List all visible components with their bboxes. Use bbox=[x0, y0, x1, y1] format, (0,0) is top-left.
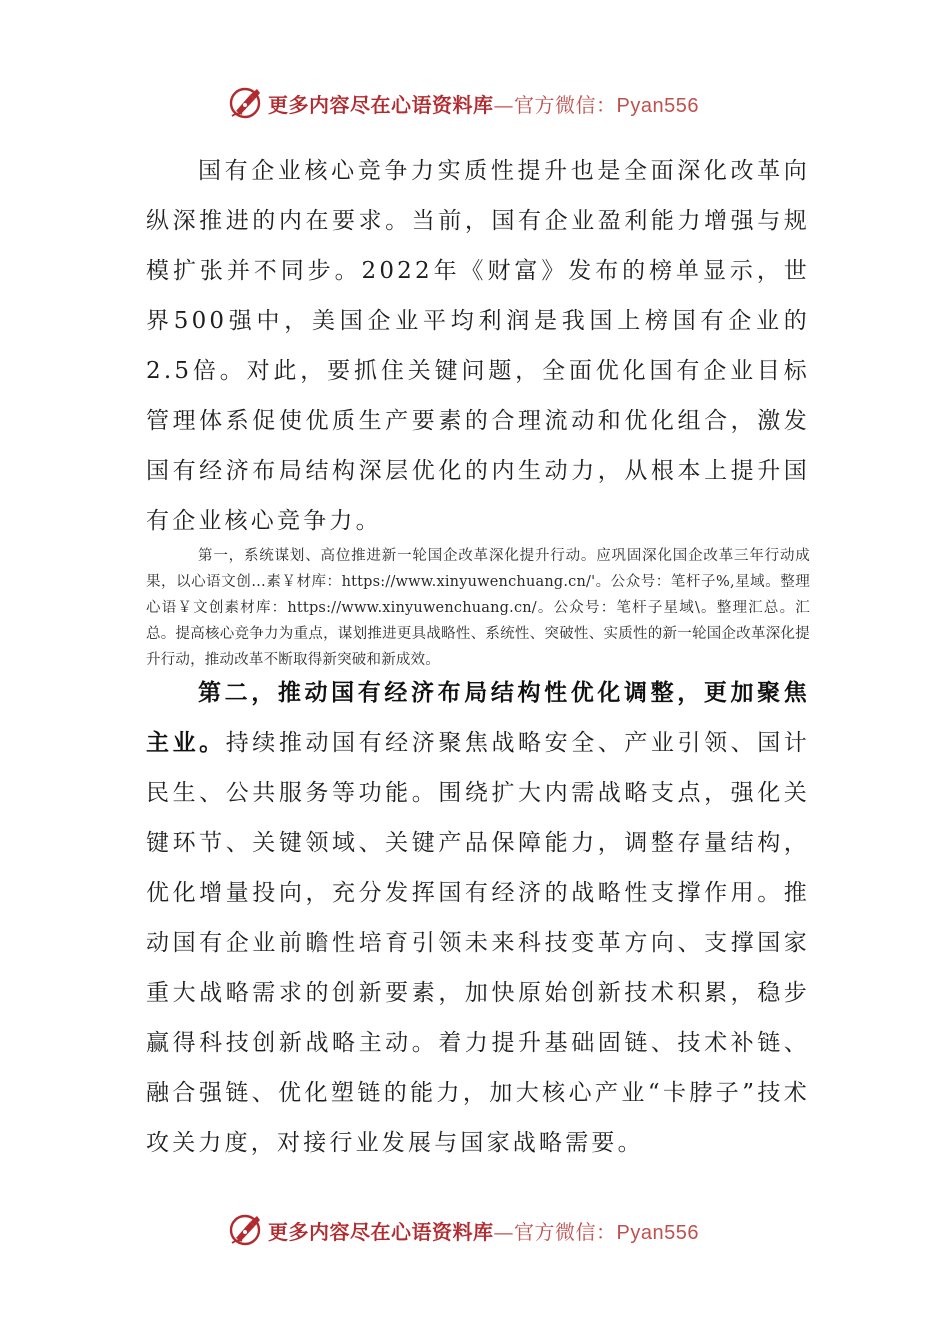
paragraph-second-point-body: 持续推动国有经济聚焦战略安全、产业引领、国计民生、公共服务等功能。围绕扩大内需战略支点，强化关键环节、关键领域、关键产品保障能力，调整存量结构，优化增量投向，充分发挥国有经济的战略性支撑作用。推动国有企业前瞻性培育引领未来科技变革方向、支撑国家重大战略需求的创新要素，加快原始创新技术积累，稳步赢得科技创新战略主动。着力提升基础固链、技术补链、融合强链、优化塑链的能力，加大核心产业“卡脖子”技术攻关力度，对接行业发展与国家战略需要。 bbox=[146, 730, 810, 1156]
footer-banner-text bbox=[268, 1216, 699, 1245]
paragraph-first-point: 第一，系统谋划、高位推进新一轮国企改革深化提升行动。应巩固深化国企改革三年行动成果，以心语文创…素￥材库：https://www.xinyuwenchuang.cn/'。公众号：笔杆子%,星域。整理心语￥文创素材库：https://www.xinyuwenchuang.cn/。公众号：笔杆子星域\。整理汇总。汇总。提高核心竞争力为重点，谋划推进更具战略性、系统性、突破性、实质性的新一轮国企改革深化提升行动，推动改革不断取得新突破和新成效。 bbox=[146, 548, 810, 668]
header-banner-text bbox=[268, 89, 699, 118]
banner-dash: — bbox=[493, 1219, 514, 1244]
banner-site-text: 更多内容尽在心语资料库 bbox=[268, 1219, 494, 1244]
banner-wechat-label: 官方微信： bbox=[514, 92, 617, 117]
footer-banner bbox=[228, 1210, 728, 1250]
banner-wechat-label: 官方微信： bbox=[514, 1219, 617, 1244]
pen-nib-circle-icon bbox=[228, 85, 264, 121]
banner-wechat-id: Pyan556 bbox=[616, 94, 699, 117]
banner-dash: — bbox=[493, 92, 514, 117]
paragraph-core-competitiveness: 国有企业核心竞争力实质性提升也是全面深化改革向纵深推进的内在要求。当前，国有企业盈利能力增强与规模扩张并不同步。2022年《财富》发布的榜单显示，世界500强中，美国企业平均利润是我国上榜国有企业的2.5倍。对此，要抓住关键问题，全面优化国有企业目标管理体系促使优质生产要素的合理流动和优化组合，激发国有经济布局结构深层优化的内生动力，从根本上提升国有企业核心竞争力。 bbox=[146, 158, 810, 534]
paragraph-second-point-lead: 第二，推动国有经济布局结构性优化调整，更加聚焦主业。 bbox=[146, 679, 810, 756]
paragraph-second-point bbox=[146, 668, 810, 1168]
header-banner bbox=[228, 83, 728, 123]
banner-wechat-id: Pyan556 bbox=[616, 1221, 699, 1244]
banner-site-text: 更多内容尽在心语资料库 bbox=[268, 92, 494, 117]
pen-nib-circle-icon bbox=[228, 1212, 264, 1248]
